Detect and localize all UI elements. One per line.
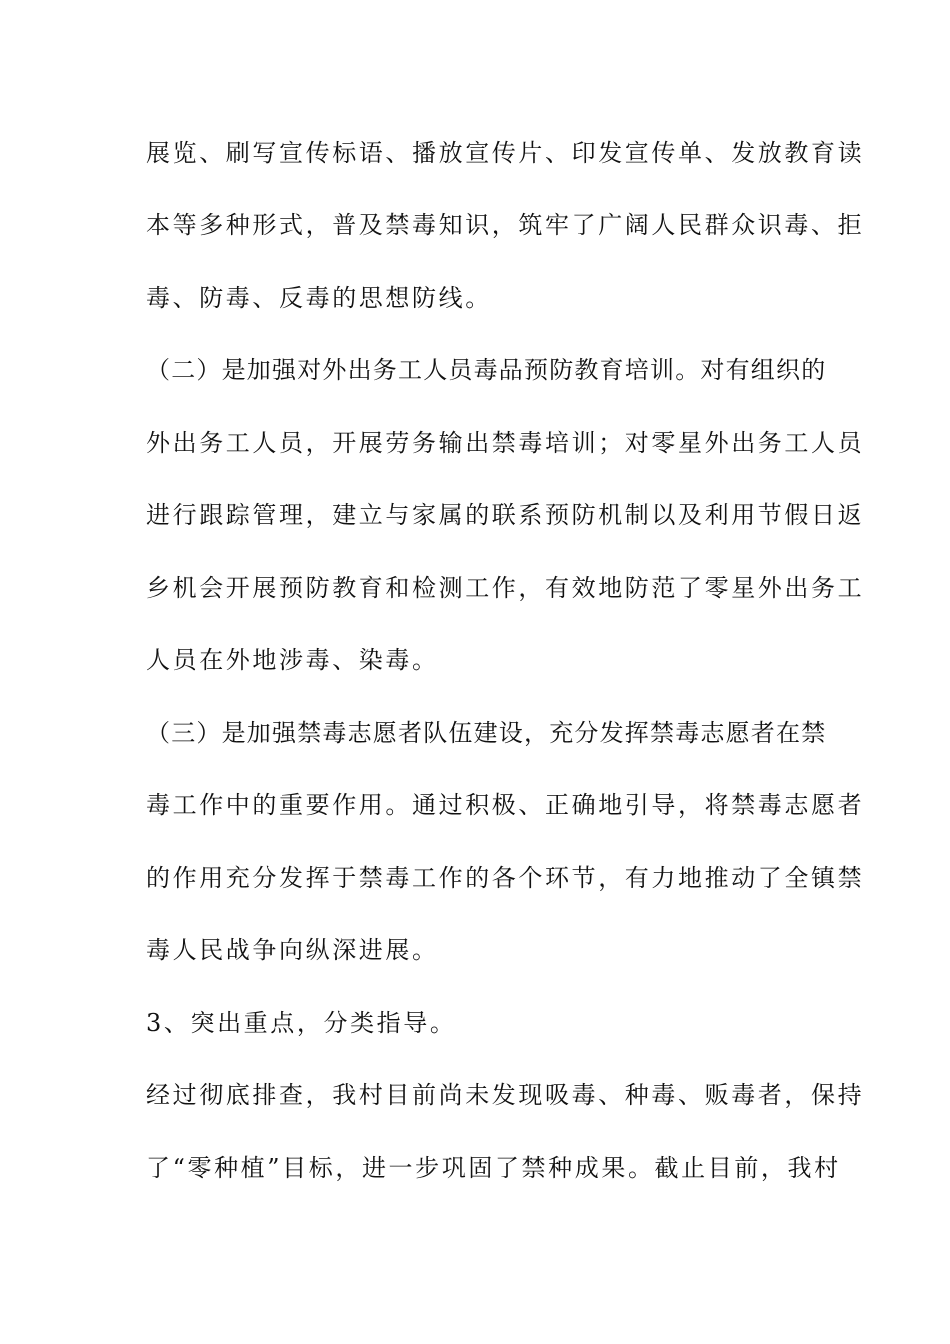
- text-line: 进行跟踪管理，建立与家属的联系预防机制以及利用节假日返: [146, 501, 865, 529]
- text-line: 毒、防毒、反毒的思想防线。: [146, 284, 492, 312]
- text-line: 的作用充分发挥于禁毒工作的各个环节，有力地推动了全镇禁: [146, 864, 865, 892]
- text-line: （三）是加强禁毒志愿者队伍建设，充分发挥禁毒志愿者在禁: [146, 719, 827, 747]
- section-heading: 3、突出重点，分类指导。: [146, 1009, 457, 1037]
- text-line: 毒工作中的重要作用。通过积极、正确地引导，将禁毒志愿者: [146, 791, 865, 819]
- text-line: 展览、刷写宣传标语、播放宣传片、印发宣传单、发放教育读: [146, 139, 865, 167]
- text-line: 毒人民战争向纵深进展。: [146, 936, 439, 964]
- text-line: 外出务工人员，开展劳务输出禁毒培训；对零星外出务工人员: [146, 429, 865, 457]
- text-line: 乡机会开展预防教育和检测工作，有效地防范了零星外出务工: [146, 574, 865, 602]
- text-line: 本等多种形式，普及禁毒知识，筑牢了广阔人民群众识毒、拒: [146, 211, 865, 239]
- text-line: 人员在外地涉毒、染毒。: [146, 646, 439, 674]
- text-line: 了“零种植”目标，进一步巩固了禁种成果。截止目前，我村: [146, 1154, 841, 1182]
- text-line: （二）是加强对外出务工人员毒品预防教育培训。对有组织的: [146, 356, 827, 384]
- text-line: 经过彻底排查，我村目前尚未发现吸毒、种毒、贩毒者，保持: [146, 1081, 865, 1109]
